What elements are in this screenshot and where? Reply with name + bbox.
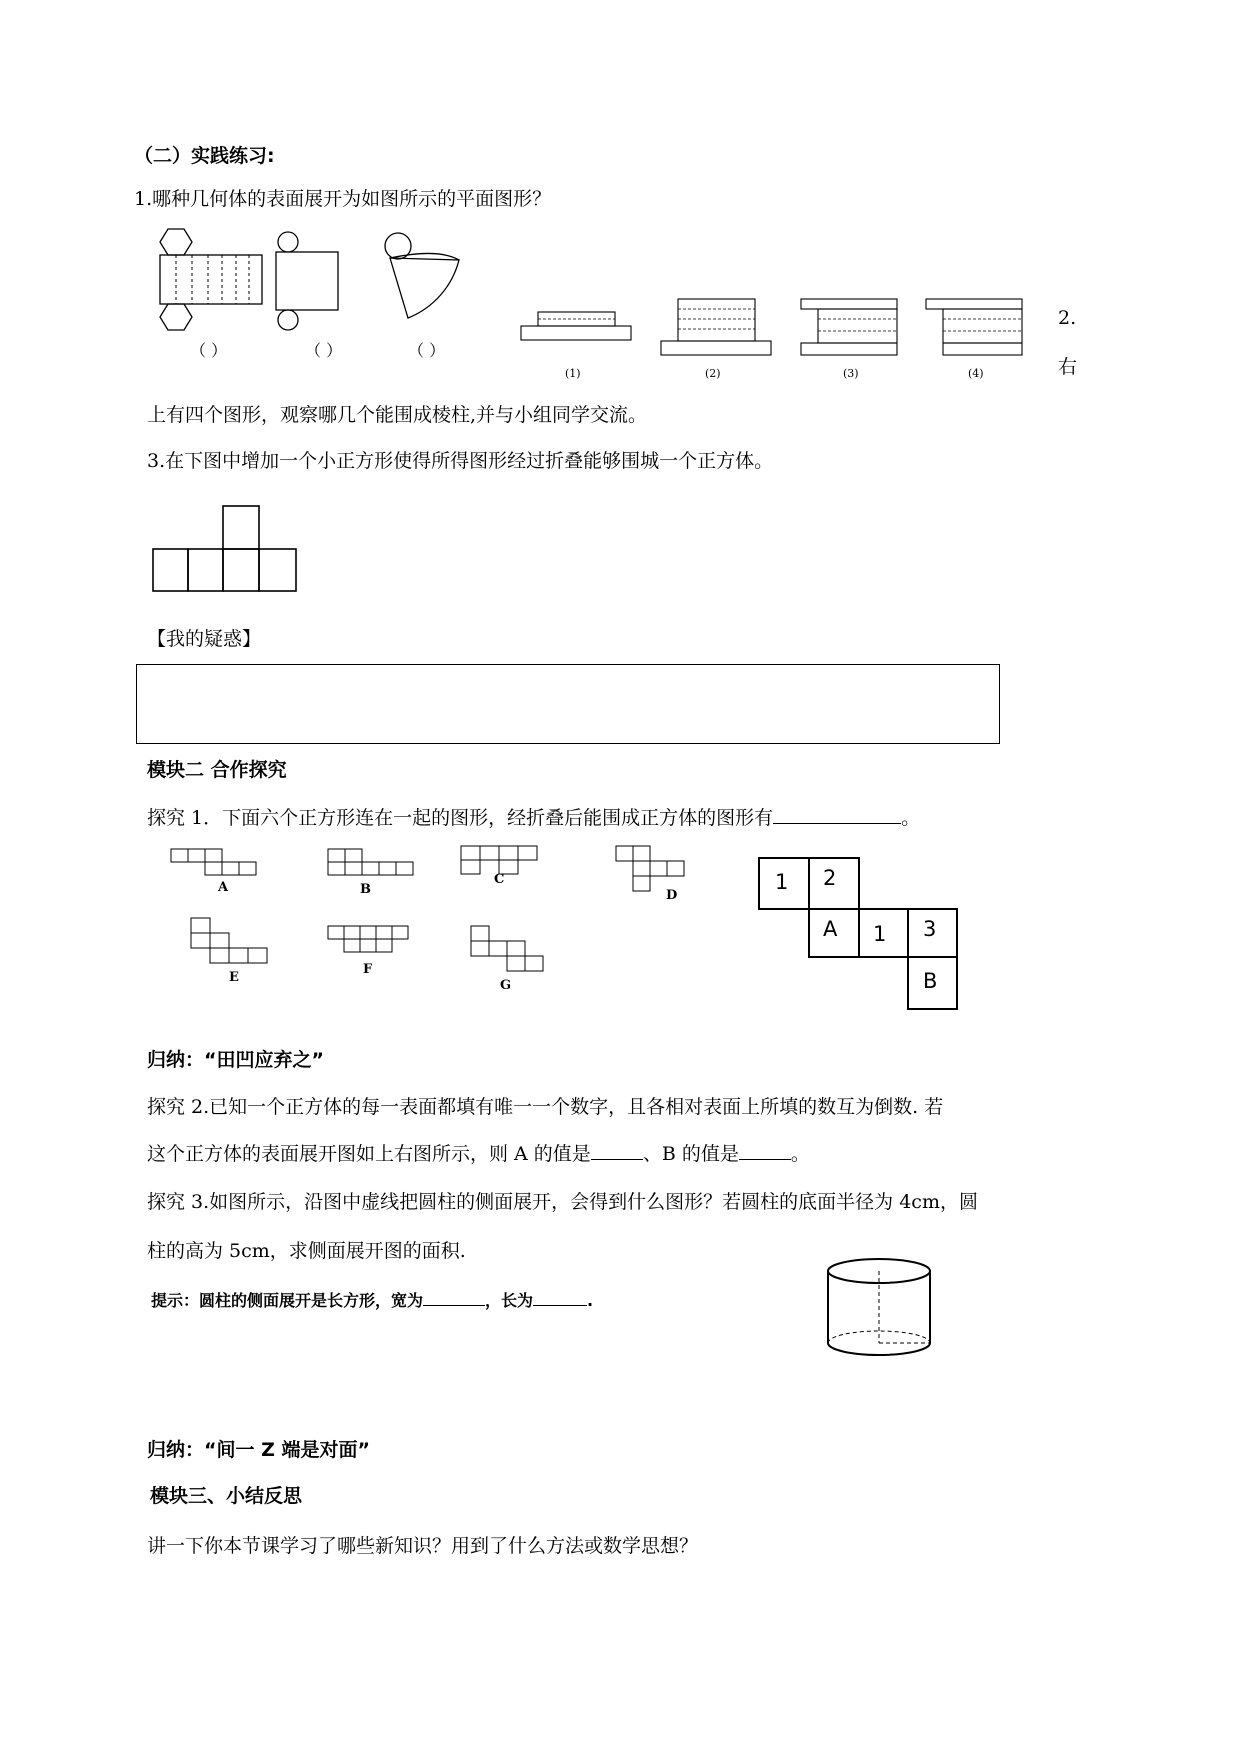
hint xyxy=(151,1290,593,1312)
cone-net-figure xyxy=(380,230,470,330)
explore-3-line1: 探究 3.如图所示，沿图中虚线把圆柱的侧面展开，会得到什么图形？若圆柱的底面半径为 4cm，圆 xyxy=(147,1191,978,1213)
explore-2-line2 xyxy=(147,1141,810,1167)
explore-1-text: 探究 1．下面六个正方形连在一起的图形，经折叠后能围成正方体的图形有 xyxy=(147,807,774,829)
net-label-G: G xyxy=(500,978,512,993)
net-label-B: B xyxy=(360,882,371,897)
hint-blank-width[interactable] xyxy=(423,1290,485,1306)
prism-figure-3 xyxy=(800,297,900,359)
q1-blank-1: （ ） xyxy=(190,341,228,360)
question-2-text: 上有四个图形，观察哪几个能围成棱柱,并与小组同学交流。 xyxy=(147,404,648,426)
cube-net-numbers xyxy=(758,857,958,1010)
cube-cell-3: 3 xyxy=(923,917,937,941)
net-label-C: C xyxy=(494,872,505,887)
hint-blank-length[interactable] xyxy=(533,1290,587,1306)
explore-2-line1: 探究 2.已知一个正方体的每一表面都填有唯一一个数字，且各相对表面上所填的数互为倒数. 若 xyxy=(147,1096,944,1118)
q1-blank-3: （ ） xyxy=(408,341,446,360)
cylinder-net-figure xyxy=(272,230,340,330)
prism-label-4: (4) xyxy=(968,367,984,380)
explore-2-text-a: 这个正方体的表面展开图如上右图所示，则 A 的值是 xyxy=(147,1143,591,1165)
module3-title: 模块三、小结反思 xyxy=(150,1485,303,1507)
summary-2: 归纳：“间一 Z 端是对面” xyxy=(147,1439,370,1461)
explore-2-blank-B[interactable] xyxy=(739,1141,791,1160)
module3-prompt: 讲一下你本节课学习了哪些新知识？用到了什么方法或数学思想？ xyxy=(147,1535,699,1557)
net-B xyxy=(327,848,423,886)
prism-figure-1 xyxy=(520,310,632,358)
q1-blank-2: （ ） xyxy=(305,341,343,360)
net-E xyxy=(190,917,274,967)
prism-label-1: (1) xyxy=(565,367,581,380)
net-G xyxy=(470,925,556,977)
explore-1 xyxy=(147,805,920,831)
prism-label-2: (2) xyxy=(705,367,721,380)
net-label-D: D xyxy=(666,888,678,903)
cube-cell-1b: 1 xyxy=(873,922,887,946)
section-title-practice: （二）实践练习: xyxy=(134,145,275,167)
cube-cell-B: B xyxy=(923,969,938,993)
question-2-char: 右 xyxy=(1058,356,1078,378)
cube-cell-1: 1 xyxy=(775,870,789,894)
net-label-F: F xyxy=(363,962,373,977)
net-F xyxy=(327,925,413,959)
hint-end: . xyxy=(587,1291,594,1310)
explore-3-line2: 柱的高为 5cm，求侧面展开图的面积. xyxy=(147,1240,466,1262)
question-3: 3.在下图中增加一个小正方形使得所得图形经过折叠能够围城一个正方体。 xyxy=(147,450,774,472)
explore-2-text-b: 、B 的值是 xyxy=(642,1143,739,1165)
hint-text-a: 提示：圆柱的侧面展开是长方形，宽为 xyxy=(151,1291,424,1310)
prism-figure-4 xyxy=(925,297,1025,359)
prism-label-3: (3) xyxy=(843,367,859,380)
explore-1-end: 。 xyxy=(901,807,921,829)
explore-1-blank[interactable] xyxy=(773,805,901,824)
net-D xyxy=(615,845,699,897)
cube-cell-A: A xyxy=(823,917,838,941)
net-label-E: E xyxy=(229,970,239,985)
cube-cell-2: 2 xyxy=(823,866,837,890)
doubt-answer-box[interactable] xyxy=(136,664,1000,744)
summary-1: 归纳：“田凹应弃之” xyxy=(147,1049,324,1071)
explore-2-blank-A[interactable] xyxy=(591,1141,643,1160)
prism-figure-2 xyxy=(660,297,772,359)
net-label-A: A xyxy=(218,880,229,895)
explore-2-end: 。 xyxy=(790,1143,810,1165)
doubt-title: 【我的疑惑】 xyxy=(147,628,262,650)
question-2-number: 2. xyxy=(1058,307,1077,329)
q3-square-net xyxy=(152,505,298,593)
prism-net-figure xyxy=(150,226,270,334)
cylinder-figure xyxy=(825,1257,935,1361)
hint-text-b: ，长为 xyxy=(485,1291,534,1310)
question-1: 1.哪种几何体的表面展开为如图所示的平面图形？ xyxy=(134,188,552,210)
module2-title: 模块二 合作探究 xyxy=(147,759,287,781)
